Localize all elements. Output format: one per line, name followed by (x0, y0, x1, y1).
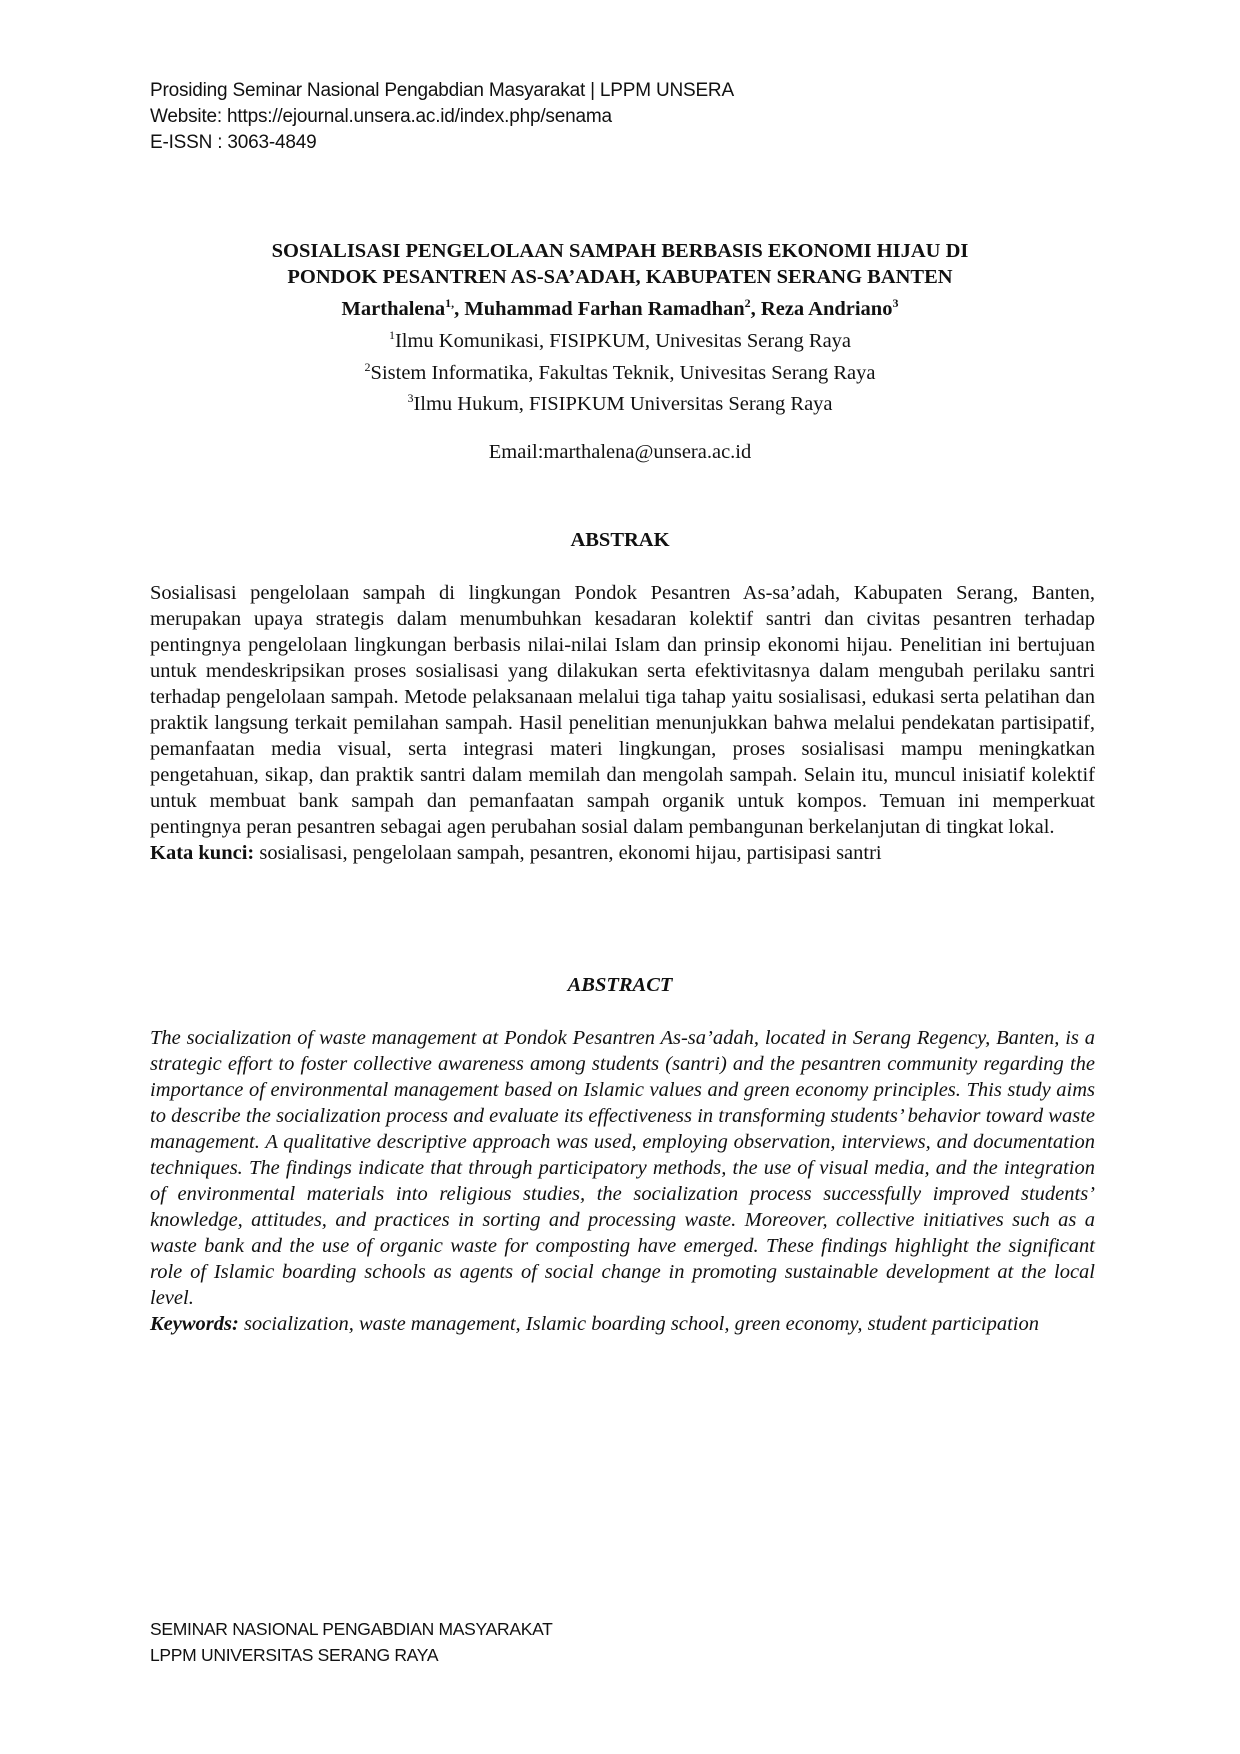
abstrak-keywords (150, 840, 1095, 866)
keywords-label: Kata kunci: (150, 842, 255, 864)
abstract-paragraph: The socialization of waste management at Pondok Pesantren As-sa’adah, located in Serang Regency, Banten, is a strategic effort to foster collective awareness among students (santri) and the pesantren community regarding the importance of environmental management based on Islamic values and green economy principles. This study aims to describe the socialization process and evaluate its effectiveness in transforming students’ behavior toward waste management. A qualitative descriptive approach was used, employing observation, interviews, and documentation techniques. The findings indicate that through participatory methods, the use of visual media, and the integration of environmental materials into religious studies, the socialization process successfully improved students’ knowledge, attitudes, and practices in sorting and processing waste. Moreover, collective initiatives such as a waste bank and the use of organic waste for composting have emerged. These findings highlight the significant role of Islamic boarding schools as agents of social change in promoting sustainable development at the local level. (150, 1027, 1095, 1309)
footer-seminar-name: SEMINAR NASIONAL PENGABDIAN MASYARAKAT (150, 1619, 553, 1639)
author-name: Marthalena (341, 297, 446, 320)
paper-title (150, 238, 1090, 290)
title-block (150, 238, 1090, 465)
author-separator: , (750, 297, 761, 320)
keywords-label: Keywords: (150, 1313, 239, 1335)
paper-title-line-2: PONDOK PESANTREN AS-SA’ADAH, KABUPATEN SERANG BANTEN (287, 266, 953, 288)
affiliation-mark: 3 (407, 391, 414, 406)
affiliation (150, 322, 1090, 354)
proceeding-name: Prosiding Seminar Nasional Pengabdian Masyarakat | LPPM UNSERA (150, 80, 734, 101)
affiliation (150, 354, 1090, 386)
journal-issn: E-ISSN : 3063-4849 (150, 132, 317, 153)
keywords-text: socialization, waste management, Islamic boarding school, green economy, student participation (238, 1313, 1039, 1335)
author-separator: , (454, 297, 465, 320)
abstrak-heading: ABSTRAK (570, 529, 670, 551)
page-header (150, 78, 1100, 156)
affiliation-mark: 1 (388, 327, 395, 342)
abstract-keywords (150, 1311, 1095, 1337)
journal-website: Website: https://ejournal.unsera.ac.id/index.php/senama (150, 106, 612, 127)
author-affiliation-mark: 1, (445, 296, 455, 310)
abstrak-section (150, 580, 1095, 866)
affiliation-mark: 2 (364, 359, 371, 374)
author-affiliation-mark: 3 (892, 296, 899, 310)
affiliation (150, 385, 1090, 417)
contact-email: Email:marthalena@unsera.ac.id (488, 441, 752, 464)
footer-institution: LPPM UNIVERSITAS SERANG RAYA (150, 1645, 439, 1665)
affiliation-text: Ilmu Komunikasi, FISIPKUM, Univesitas Serang Raya (394, 329, 852, 352)
affiliation-text: Ilmu Hukum, FISIPKUM Universitas Serang Raya (413, 393, 833, 416)
abstract-section (150, 1025, 1095, 1337)
paper-title-line-1: SOSIALISASI PENGELOLAAN SAMPAH BERBASIS EKONOMI HIJAU DI (271, 240, 969, 262)
abstract-heading: ABSTRACT (567, 974, 673, 996)
page-footer (150, 1616, 1050, 1668)
author-affiliation-mark: 2 (744, 296, 751, 310)
keywords-text: sosialisasi, pengelolaan sampah, pesantren, ekonomi hijau, partisipasi santri (254, 842, 882, 864)
author-list (150, 290, 1090, 322)
author-name: Muhammad Farhan Ramadhan (464, 297, 745, 320)
affiliation-text: Sistem Informatika, Fakultas Teknik, Univesitas Serang Raya (370, 361, 876, 384)
author-name: Reza Andriano (760, 297, 893, 320)
abstrak-paragraph: Sosialisasi pengelolaan sampah di lingkungan Pondok Pesantren As-sa’adah, Kabupaten Serang, Banten, merupakan upaya strategis dalam menumbuhkan kesadaran kolektif santri dan civitas pesantren terhadap pentingnya pengelolaan lingkungan berbasis nilai-nilai Islam dan prinsip ekonomi hijau. Penelitian ini bertujuan untuk mendeskripsikan proses sosialisasi yang dilakukan serta efektivitasnya dalam mengubah perilaku santri terhadap pengelolaan sampah. Metode pelaksanaan melalui tiga tahap yaitu sosialisasi, edukasi serta pelatihan dan praktik langsung terkait pemilahan sampah. Hasil penelitian menunjukkan bahwa melalui pendekatan partisipatif, pemanfaatan media visual, serta integrasi materi lingkungan, proses sosialisasi mampu meningkatkan pengetahuan, sikap, dan praktik santri dalam memilah dan mengolah sampah. Selain itu, muncul inisiatif kolektif untuk membuat bank sampah dan pemanfaatan sampah organik untuk kompos. Temuan ini memperkuat pentingnya peran pesantren sebagai agen perubahan sosial dalam pembangunan berkelanjutan di tingkat lokal. (150, 582, 1095, 838)
